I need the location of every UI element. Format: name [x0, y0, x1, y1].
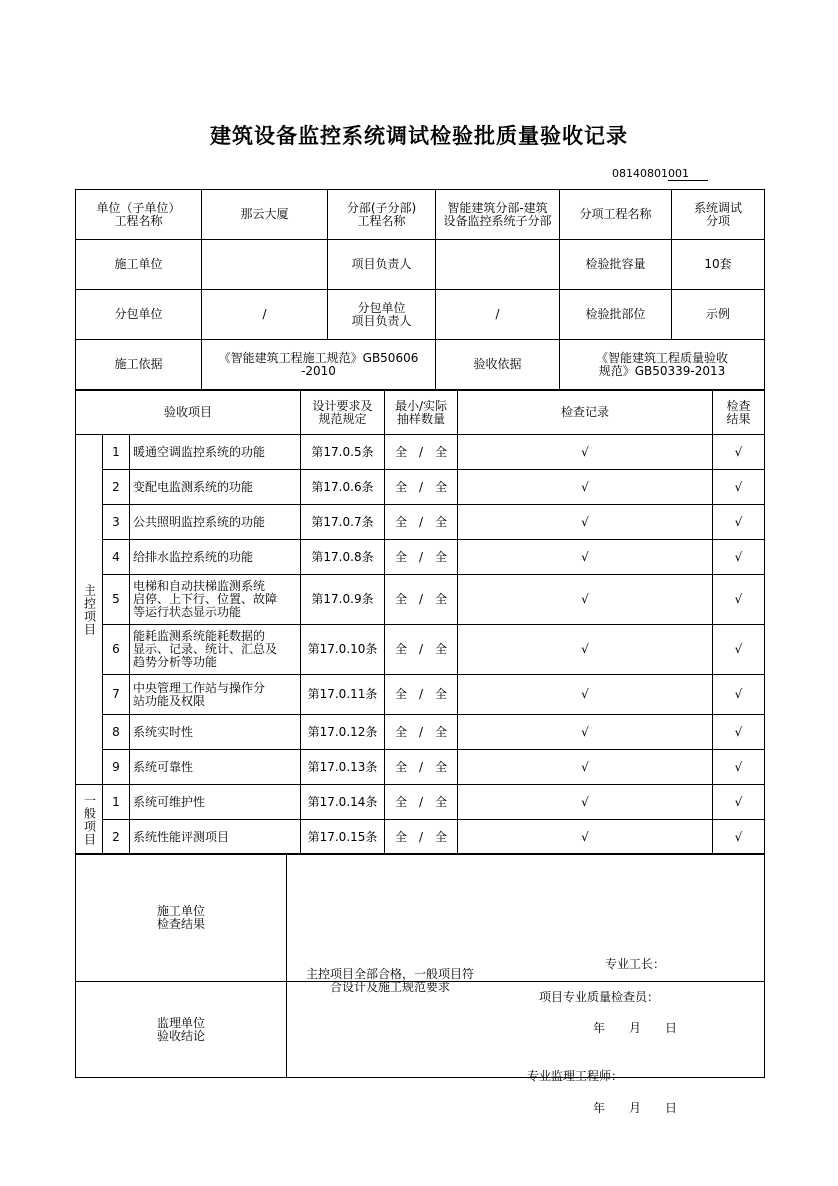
- item-record: √: [458, 575, 713, 625]
- item-quantity: 全 / 全: [385, 675, 458, 715]
- item-number: 6: [103, 625, 130, 675]
- group-label: 一般项目: [76, 785, 103, 855]
- col-record: 检查记录: [458, 391, 713, 435]
- item-spec: 第17.0.12条: [301, 715, 385, 750]
- item-record: √: [458, 715, 713, 750]
- unit-value: 那云大厦: [202, 190, 328, 240]
- item-spec: 第17.0.15条: [301, 820, 385, 855]
- table-row: [76, 785, 765, 820]
- item-number: 1: [103, 785, 130, 820]
- item-record: √: [458, 675, 713, 715]
- item-quantity: 全 / 全: [385, 575, 458, 625]
- construction-body: [287, 854, 765, 1035]
- main-items: [76, 435, 765, 785]
- header-table: [75, 189, 765, 390]
- page-title: 建筑设备监控系统调试检验批质量验收记录: [210, 123, 628, 148]
- item-name: 中央管理工作站与操作分 站功能及权限: [130, 675, 301, 715]
- item-result: √: [713, 575, 765, 625]
- foreman-label: 专业工长：: [605, 956, 666, 971]
- table-row: [76, 435, 765, 470]
- table-row: [76, 675, 765, 715]
- accept-basis-value: 《智能建筑工程质量验收 规范》GB50339-2013: [560, 340, 765, 390]
- item-number: 3: [103, 505, 130, 540]
- item-spec: 第17.0.14条: [301, 785, 385, 820]
- unit-label: 单位（子单位） 工程名称: [76, 190, 202, 240]
- pm-value: [436, 240, 560, 290]
- item-quantity: 全 / 全: [385, 785, 458, 820]
- capacity-value: 10套: [672, 240, 765, 290]
- item-number: 4: [103, 540, 130, 575]
- item-spec: 第17.0.10条: [301, 625, 385, 675]
- table-row: [76, 715, 765, 750]
- col-spec: 设计要求及 规范规定: [301, 391, 385, 435]
- item-name: 变配电监测系统的功能: [130, 470, 301, 505]
- item-result: √: [713, 625, 765, 675]
- item-name: 给排水监控系统的功能: [130, 540, 301, 575]
- subitem-label: 分项工程名称: [560, 190, 672, 240]
- item-quantity: 全 / 全: [385, 540, 458, 575]
- item-spec: 第17.0.6条: [301, 470, 385, 505]
- location-value: 示例: [672, 290, 765, 340]
- sub-pm-label: 分包单位 项目负责人: [328, 290, 436, 340]
- item-quantity: 全 / 全: [385, 505, 458, 540]
- item-result: √: [713, 715, 765, 750]
- construction-label: 施工单位 检查结果: [76, 854, 287, 982]
- sub-label: 分包单位: [76, 290, 202, 340]
- capacity-label: 检验批容量: [560, 240, 672, 290]
- location-label: 检验批部位: [560, 290, 672, 340]
- item-quantity: 全 / 全: [385, 750, 458, 785]
- contractor-label: 施工单位: [76, 240, 202, 290]
- item-record: √: [458, 435, 713, 470]
- item-spec: 第17.0.11条: [301, 675, 385, 715]
- accept-basis-label: 验收依据: [436, 340, 560, 390]
- item-name: 系统可靠性: [130, 750, 301, 785]
- item-spec: 第17.0.7条: [301, 505, 385, 540]
- record-code: [612, 167, 708, 181]
- table-row: [76, 505, 765, 540]
- item-result: √: [713, 470, 765, 505]
- item-result: √: [713, 820, 765, 855]
- item-quantity: 全 / 全: [385, 715, 458, 750]
- division-value: 智能建筑分部-建筑 设备监控系统子分部: [436, 190, 560, 240]
- item-record: √: [458, 505, 713, 540]
- table-row: [76, 750, 765, 785]
- item-name: 暖通空调监控系统的功能: [130, 435, 301, 470]
- item-result: √: [713, 540, 765, 575]
- item-record: √: [458, 540, 713, 575]
- col-result: 检查 结果: [713, 391, 765, 435]
- table-row: [76, 820, 765, 855]
- item-number: 7: [103, 675, 130, 715]
- sub-pm-value: /: [436, 290, 560, 340]
- item-result: √: [713, 435, 765, 470]
- table-row: [76, 575, 765, 625]
- items-table: [75, 390, 765, 855]
- item-spec: 第17.0.5条: [301, 435, 385, 470]
- supervision-date: 年 月 日: [593, 1100, 678, 1115]
- item-spec: 第17.0.9条: [301, 575, 385, 625]
- signoff-table: [75, 853, 765, 1115]
- item-number: 9: [103, 750, 130, 785]
- item-result: √: [713, 785, 765, 820]
- construction-text: 主控项目全部合格，一般项目符 合设计及施工规范要求: [305, 966, 474, 994]
- item-number: 2: [103, 820, 130, 855]
- item-number: 8: [103, 715, 130, 750]
- item-name: 系统可维护性: [130, 785, 301, 820]
- item-result: √: [713, 750, 765, 785]
- item-spec: 第17.0.13条: [301, 750, 385, 785]
- item-number: 2: [103, 470, 130, 505]
- item-quantity: 全 / 全: [385, 820, 458, 855]
- table-row: [76, 540, 765, 575]
- supervision-body: [287, 982, 765, 1115]
- item-number: 1: [103, 435, 130, 470]
- item-result: √: [713, 675, 765, 715]
- basis-value: 《智能建筑工程施工规范》GB50606 -2010: [202, 340, 436, 390]
- col-item: 验收项目: [76, 391, 301, 435]
- item-name: 公共照明监控系统的功能: [130, 505, 301, 540]
- construction-date: 年 月 日: [593, 1020, 678, 1035]
- code-suffix: 001: [668, 167, 708, 181]
- general-items: [76, 785, 765, 855]
- supervision-label: 监理单位 验收结论: [76, 982, 287, 1078]
- item-name: 系统性能评测项目: [130, 820, 301, 855]
- item-quantity: 全 / 全: [385, 625, 458, 675]
- division-label: 分部(子分部) 工程名称: [328, 190, 436, 240]
- subitem-value: 系统调试 分项: [672, 190, 765, 240]
- engineer-label: 专业监理工程师：: [527, 1068, 624, 1083]
- item-record: √: [458, 470, 713, 505]
- item-spec: 第17.0.8条: [301, 540, 385, 575]
- item-number: 5: [103, 575, 130, 625]
- col-count: 最小/实际 抽样数量: [385, 391, 458, 435]
- item-record: √: [458, 625, 713, 675]
- basis-label: 施工依据: [76, 340, 202, 390]
- contractor-value: [202, 240, 328, 290]
- table-row: [76, 470, 765, 505]
- item-record: √: [458, 820, 713, 855]
- item-name: 能耗监测系统能耗数据的 显示、记录、统计、汇总及 趋势分析等功能: [130, 625, 301, 675]
- item-name: 系统实时性: [130, 715, 301, 750]
- item-result: √: [713, 505, 765, 540]
- table-row: [76, 625, 765, 675]
- sub-value: /: [202, 290, 328, 340]
- pm-label: 项目负责人: [328, 240, 436, 290]
- item-record: √: [458, 750, 713, 785]
- group-label: 主控项目: [76, 435, 103, 785]
- item-record: √: [458, 785, 713, 820]
- item-quantity: 全 / 全: [385, 435, 458, 470]
- inspector-label: 项目专业质量检查员：: [539, 989, 660, 1004]
- item-quantity: 全 / 全: [385, 470, 458, 505]
- item-name: 电梯和自动扶梯监测系统 启停、上下行、位置、故障 等运行状态显示功能: [130, 575, 301, 625]
- code-prefix: 08140801: [612, 167, 668, 180]
